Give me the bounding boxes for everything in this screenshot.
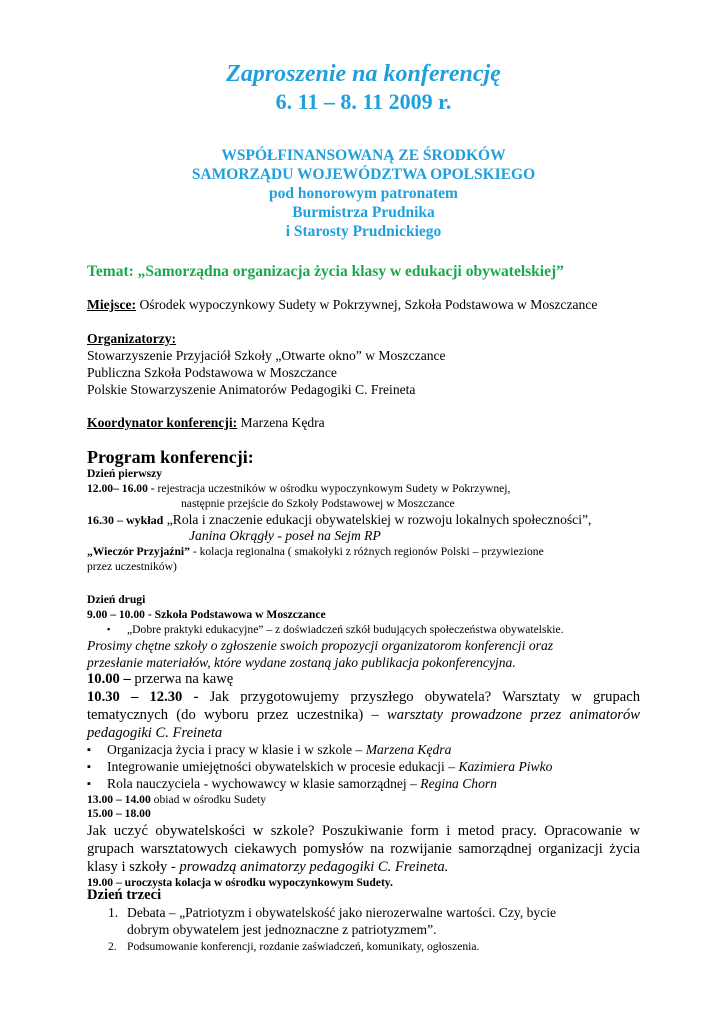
venue-text: Ośrodek wypoczynkowy Sudety w Pokrzywnej, Szkoła Podstawowa w Moszczance — [136, 297, 598, 312]
school-session-text: „Dobre praktyki edukacyjne” – z doświadczeń szkół budujących społeczeństwa obywatelskie. — [127, 623, 564, 636]
conference-topic: Temat: „Samorządna organizacja życia klasy w edukacji obywatelskiej” — [87, 263, 564, 280]
evening-text: - kolacja regionalna ( smakołyki z różnych regionów Polski – przywiezione — [189, 545, 544, 558]
item-text: Podsumowanie konferencji, rozdanie zaświadczeń, komunikaty, ogłoszenia. — [127, 940, 480, 953]
item-number: 1. — [108, 905, 119, 920]
program-heading: Program konferencji: — [87, 447, 254, 467]
workshop-leader: Kazimiera Piwko — [458, 759, 553, 774]
registration-text: rejestracja uczestników w ośrodku wypoczynkowym Sudety w Pokrzywnej, — [154, 482, 511, 495]
workshop-title: Integrowanie umiejętności obywatelskich w procesie edukacji – — [107, 759, 459, 774]
coordinator-label: Koordynator konferencji: — [87, 415, 238, 430]
school-session-time: 9.00 – 10.00 - Szkoła Podstawowa w Moszczance — [87, 608, 326, 621]
day2-label: Dzień drugi — [87, 593, 146, 606]
organizer-item: Polskie Stowarzyszenie Animatorów Pedagogiki C. Freineta — [87, 382, 416, 397]
patronage-line-1: pod honorowym patronatem — [269, 185, 458, 202]
request-line-1: Prosimy chętne szkoły o zgłoszenie swoich propozycji organizatorom konferencji oraz — [87, 638, 554, 653]
venue-line — [87, 296, 640, 313]
workshops-line-1 — [87, 688, 640, 707]
lunch-time: 13.00 – 14.00 — [87, 793, 151, 806]
organizers-label: Organizatorzy: — [87, 331, 177, 346]
day3-label: Dzień trzeci — [87, 887, 162, 903]
afternoon-time: 15.00 – 18.00 — [87, 807, 151, 820]
day3-item-cont: dobrym obywatelem jest jednoznaczne z patriotyzmem”. — [127, 922, 437, 937]
workshop-leader: Marzena Kędra — [365, 742, 452, 757]
item-text: Debata – „Patriotyzm i obywatelskość jako nierozerwalne wartości. Czy, bycie — [127, 905, 557, 920]
lunch — [87, 792, 640, 807]
organizer-item: Publiczna Szkoła Podstawowa w Moszczance — [87, 365, 337, 380]
day1-evening — [87, 544, 640, 559]
registration-time: 12.00– 16.00 - — [87, 482, 155, 495]
bullet-icon: ▪ — [87, 744, 91, 756]
workshop-leader: Regina Chorn — [420, 776, 497, 791]
workshops-text: Jak przygotowujemy przyszłego obywatela? Warsztaty w grupach — [198, 689, 640, 705]
coordinator-name: Marzena Kędra — [237, 415, 325, 430]
patronage-line-2: Burmistrza Prudnika — [292, 204, 435, 221]
workshop-title: Rola nauczyciela - wychowawcy w klasie samorządnej – — [107, 776, 421, 791]
cofinancing-line-1: WSPÓŁFINANSOWANĄ ZE ŚRODKÓW — [221, 147, 506, 164]
evening-text-cont: przez uczestników) — [87, 560, 177, 573]
lecture-text: „Rola i znaczenie edukacji obywatelskiej w rozwoju lokalnych społeczności”, — [163, 512, 592, 527]
day1-label: Dzień pierwszy — [87, 467, 163, 480]
organizer-item: Stowarzyszenie Przyjaciół Szkoły „Otwarte okno” w Moszczance — [87, 348, 446, 363]
workshop-title: Organizacja życia i pracy w klasie i w szkole – — [107, 742, 366, 757]
patronage-line-3: i Starosty Prudnickiego — [285, 223, 442, 240]
coordinator-line — [87, 414, 640, 431]
day1-registration — [87, 481, 640, 496]
invitation-title: Zaproszenie na konferencję — [226, 61, 501, 87]
workshops-line-2 — [87, 706, 640, 725]
conference-dates: 6. 11 – 8. 11 2009 r. — [275, 89, 452, 114]
lecture-time: 16.30 – wykład — [87, 513, 164, 527]
bullet-icon: ▪ — [107, 624, 111, 634]
venue-label: Miejsce: — [87, 297, 137, 312]
afternoon-line-2: grupach warsztatowych ciekawych pomysłów na rozwijanie samorządnej organizacji życia — [87, 841, 640, 857]
workshops-time: 10.30 – 12.30 - — [87, 689, 199, 705]
coffee-break — [87, 670, 640, 689]
coffee-text: przerwa na kawę — [130, 671, 234, 687]
gala-dinner: 19.00 – uroczysta kolacja w ośrodku wypoczynkowym Sudety. — [87, 876, 393, 889]
evening-title: „Wieczór Przyjaźni” — [87, 545, 190, 558]
bullet-icon: ▪ — [87, 761, 91, 773]
registration-text-cont: następnie przejście do Szkoły Podstawowej w Moszczance — [181, 497, 455, 510]
workshops-text-2: tematycznych (do wyboru przez uczestnika) – — [87, 707, 388, 723]
lecture-author: Janina Okrągły - poseł na Sejm RP — [189, 528, 381, 543]
lunch-text: obiad w ośrodku Sudety — [150, 793, 267, 806]
item-number: 2. — [108, 940, 117, 953]
workshops-line-3: pedagogiki C. Freineta — [87, 725, 223, 741]
workshops-leaders: warsztaty prowadzone przez animatorów — [387, 707, 640, 723]
request-line-2: przesłanie materiałów, które wydane zostaną jako publikacja pokonferencyjna. — [87, 655, 516, 670]
coffee-time: 10.00 – — [87, 671, 131, 687]
cofinancing-line-2: SAMORZĄDU WOJEWÓDZTWA OPOLSKIEGO — [191, 166, 536, 183]
afternoon-text-3: klasy i szkoły - — [87, 859, 180, 875]
afternoon-line-1: Jak uczyć obywatelskości w szkole? Poszukiwanie form i metod pracy. Opracowanie w — [87, 823, 640, 839]
afternoon-leaders: prowadzą animatorzy pedagogiki C. Freineta. — [179, 859, 449, 875]
bullet-icon: ▪ — [87, 778, 91, 790]
